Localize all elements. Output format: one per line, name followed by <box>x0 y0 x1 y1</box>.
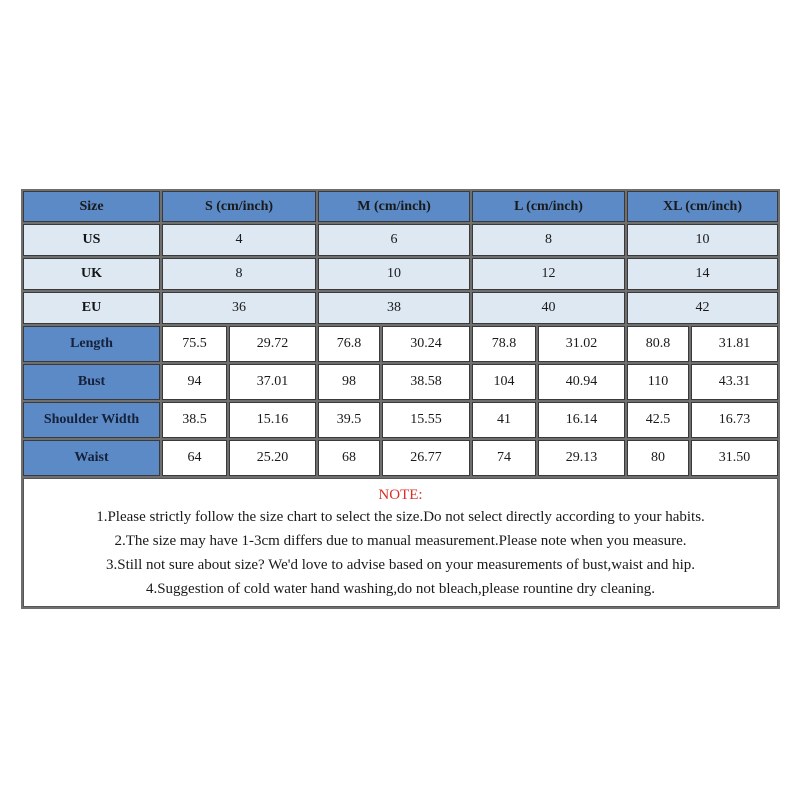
size-chart <box>21 189 780 609</box>
table-cell: 15.16 <box>229 402 316 438</box>
header-s: S (cm/inch) <box>162 191 316 222</box>
header-xl: XL (cm/inch) <box>627 191 778 222</box>
table-cell: 38.58 <box>382 364 470 400</box>
size-header-label: Size <box>23 191 160 222</box>
table-cell: 64 <box>162 440 227 476</box>
bust-row <box>23 364 778 400</box>
row-label: Bust <box>23 364 160 400</box>
us-row <box>23 224 778 256</box>
table-cell: 40.94 <box>538 364 625 400</box>
table-cell: 37.01 <box>229 364 316 400</box>
table-cell: 41 <box>472 402 536 438</box>
row-label: EU <box>23 292 160 324</box>
table-cell: 42.5 <box>627 402 689 438</box>
table-cell: 6 <box>318 224 470 256</box>
table-cell: 4 <box>162 224 316 256</box>
table-cell: 14 <box>627 258 778 290</box>
table-cell: 31.02 <box>538 326 625 362</box>
table-cell: 110 <box>627 364 689 400</box>
row-label: Length <box>23 326 160 362</box>
table-cell: 43.31 <box>691 364 778 400</box>
table-cell: 16.73 <box>691 402 778 438</box>
table-cell: 80 <box>627 440 689 476</box>
table-cell: 8 <box>472 224 625 256</box>
table-cell: 104 <box>472 364 536 400</box>
table-cell: 68 <box>318 440 380 476</box>
table-cell: 42 <box>627 292 778 324</box>
table-cell: 94 <box>162 364 227 400</box>
table-cell: 36 <box>162 292 316 324</box>
table-cell: 15.55 <box>382 402 470 438</box>
eu-row <box>23 292 778 324</box>
table-cell: 29.13 <box>538 440 625 476</box>
table-cell: 26.77 <box>382 440 470 476</box>
table-cell: 98 <box>318 364 380 400</box>
size-table <box>21 189 780 478</box>
note-box <box>23 478 778 607</box>
note-wrapper <box>21 478 780 609</box>
row-label: Waist <box>23 440 160 476</box>
table-cell: 38.5 <box>162 402 227 438</box>
table-cell: 75.5 <box>162 326 227 362</box>
note-title: NOTE: <box>378 487 423 503</box>
table-cell: 30.24 <box>382 326 470 362</box>
table-cell: 38 <box>318 292 470 324</box>
row-label: UK <box>23 258 160 290</box>
note-line-4: 4.Suggestion of cold water hand washing,do not bleach,please rountine dry cleaning. <box>145 581 656 597</box>
table-cell: 76.8 <box>318 326 380 362</box>
table-cell: 31.50 <box>691 440 778 476</box>
shoulder-width-row <box>23 402 778 438</box>
table-cell: 31.81 <box>691 326 778 362</box>
table-cell: 80.8 <box>627 326 689 362</box>
table-cell: 10 <box>318 258 470 290</box>
table-cell: 39.5 <box>318 402 380 438</box>
note-line-2: 2.The size may have 1-3cm differs due to manual measurement.Please note when you measure. <box>114 533 687 549</box>
header-row <box>23 191 778 222</box>
table-cell: 40 <box>472 292 625 324</box>
uk-row <box>23 258 778 290</box>
table-cell: 10 <box>627 224 778 256</box>
row-label: Shoulder Width <box>23 402 160 438</box>
table-cell: 78.8 <box>472 326 536 362</box>
table-cell: 12 <box>472 258 625 290</box>
length-row <box>23 326 778 362</box>
waist-row <box>23 440 778 476</box>
table-cell: 8 <box>162 258 316 290</box>
table-cell: 16.14 <box>538 402 625 438</box>
table-cell: 29.72 <box>229 326 316 362</box>
table-cell: 74 <box>472 440 536 476</box>
note-line-1: 1.Please strictly follow the size chart to select the size.Do not select directly according to your habits. <box>96 509 705 525</box>
table-cell: 25.20 <box>229 440 316 476</box>
row-label: US <box>23 224 160 256</box>
header-l: L (cm/inch) <box>472 191 625 222</box>
header-m: M (cm/inch) <box>318 191 470 222</box>
note-line-3: 3.Still not sure about size? We'd love to advise based on your measurements of bust,waist and hip. <box>105 557 696 573</box>
